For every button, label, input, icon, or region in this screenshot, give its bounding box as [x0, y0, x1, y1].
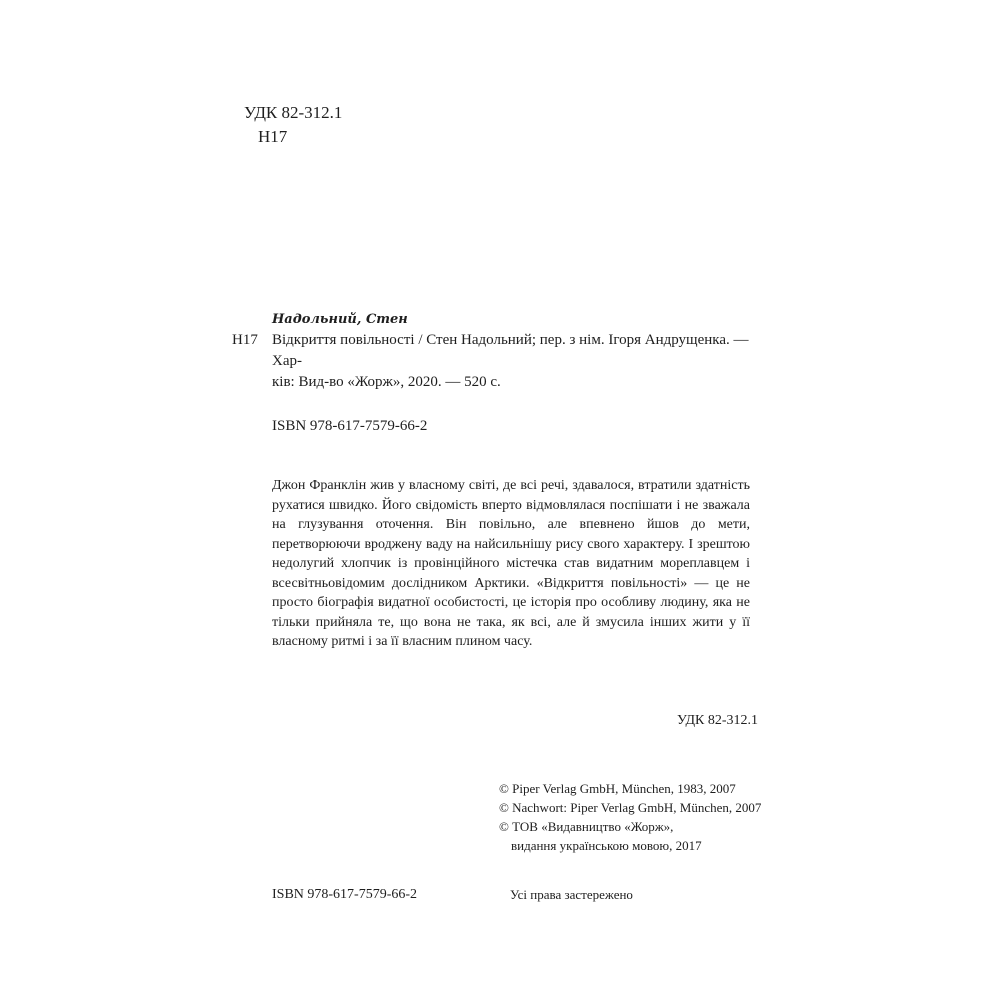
catalog-description-line2: ків: Вид-во «Жорж», 2020. — 520 с. — [272, 374, 501, 390]
copyright-block — [499, 779, 761, 855]
udk-footer: УДК 82-312.1 — [677, 713, 759, 728]
catalog-description-line1: Відкриття повільності / Стен Надольний; пер. з нім. Ігоря Андрущенка. — Хар- — [272, 332, 749, 369]
author-mark: Н17 — [258, 127, 288, 146]
udk-code: УДК 82-312.1 — [244, 103, 343, 122]
catalog-entry — [272, 309, 750, 393]
rights-reserved: Усі права застережено — [510, 887, 633, 902]
copyright-line: © Piper Verlag GmbH, München, 1983, 2007 — [499, 781, 736, 796]
copyright-line: © Nachwort: Piper Verlag GmbH, München, 2007 — [499, 800, 762, 815]
isbn-catalog: ISBN 978-617-7579-66-2 — [272, 418, 428, 434]
udk-header — [244, 101, 342, 149]
isbn-footer: ISBN 978-617-7579-66-2 — [272, 887, 418, 902]
copyright-line: © ТОВ «Видавництво «Жорж», — [499, 819, 674, 834]
catalog-author: Надольний, Стен — [272, 312, 408, 327]
copyright-line: видання українською мовою, 2017 — [511, 838, 702, 853]
catalog-author-mark: Н17 — [232, 332, 258, 348]
annotation-paragraph: Джон Франклін жив у власному світі, де всі речі, здавалося, втратили здатність рухатися швидко. Його свідомість вперто відмовлялася поспішати і не зважала на глузування оточення. Він повільно, але впевнено йшов до мети, перетворюючи вроджену ваду на найсильнішу рису свого характеру. І зрештою недолугий хлопчик із провінційного містечка став видатним мореплавцем і всесвітньовідомим дослідником Арктики. «Відкриття повільності» — це не просто біографія видатної особистості, це історія про особливу людину, яка не тільки прийняла те, що вона не така, як всі, але й змусила інших жити у її власному ритмі і за її власним плином часу. — [272, 478, 750, 649]
